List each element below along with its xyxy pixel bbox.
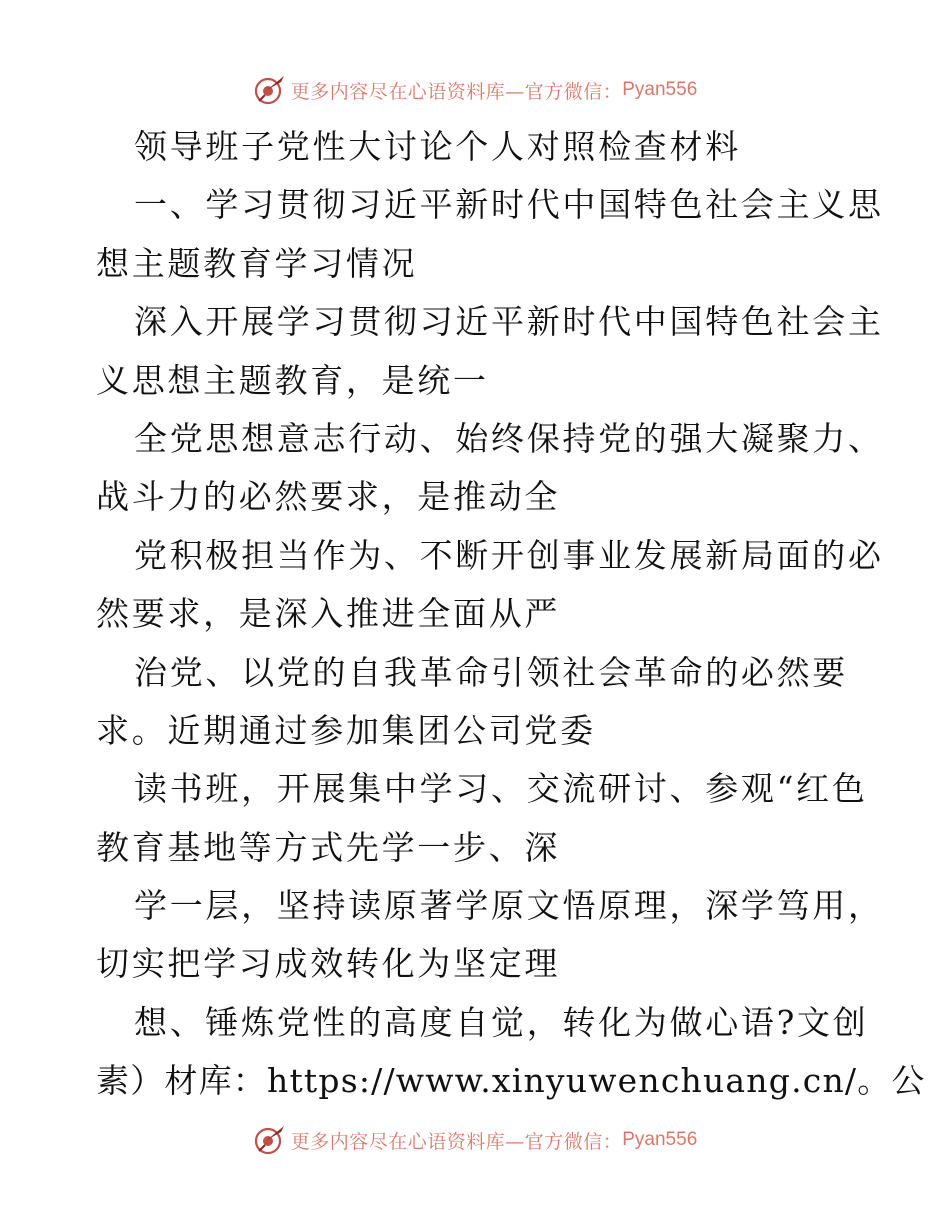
section-heading: 一、学习贯彻习近平新时代中国特色社会主义思 [134,185,884,225]
quill-seal-icon [253,1123,287,1157]
paragraph-line: 求。近期通过参加集团公司党委 [96,710,596,750]
paragraph-line: 战斗力的必然要求，是推动全 [96,477,561,517]
header-watermark [0,70,950,110]
watermark-wechat-id: Pyan556 [622,1129,698,1150]
paragraph-line: 治党、以党的自我革命引领社会革命的必然要 [134,652,848,692]
document-body [96,118,926,1111]
paragraph-line: 读书班，开展集中学习、交流研讨、参观“红色 [134,769,868,809]
paragraph-line: 全党思想意志行动、始终保持党的强大凝聚力、 [134,418,884,458]
watermark-wechat-id: Pyan556 [622,79,698,100]
paragraph-line-with-url: 素）材库：https://www.xinyuwenchuang.cn/。公 [96,1061,926,1101]
paragraph-line: 学一层，坚持读原著学原文悟原理，深学笃用， [134,886,884,926]
paragraph-line: 义思想主题教育，是统一 [96,360,489,400]
paragraph-line: 然要求，是深入推进全面从严 [96,594,561,634]
quill-seal-icon [253,73,287,107]
section-heading-cont: 想主题教育学习情况 [96,243,418,283]
watermark-text: 更多内容尽在心语资料库—官方微信： [290,1130,623,1153]
document-title: 领导班子党性大讨论个人对照检查材料 [134,127,741,166]
paragraph-line: 深入开展学习贯彻习近平新时代中国特色社会主 [134,302,884,342]
paragraph-line: 切实把学习成效转化为坚定理 [96,944,561,984]
footer-watermark [0,1120,950,1160]
paragraph-line: 想、锤炼党性的高度自觉，转化为做心语?文创 [134,1002,869,1042]
paragraph-line: 党积极担当作为、不断开创事业发展新局面的必 [134,535,884,575]
paragraph-line: 教育基地等方式先学一步、深 [96,827,561,867]
watermark-text: 更多内容尽在心语资料库—官方微信： [290,80,623,103]
